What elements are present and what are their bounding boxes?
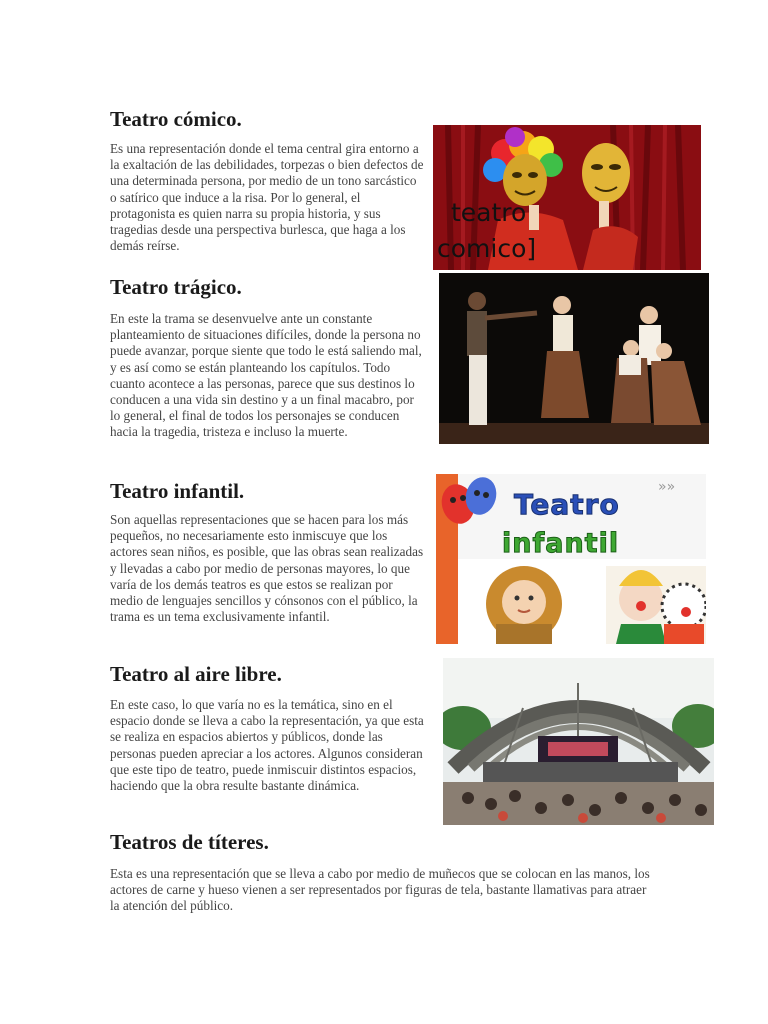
section-title-infantil: Teatro infantil. [110,479,245,503]
section-body-infantil: Son aquellas representaciones que se hacen para los más pequeños, no necesariamente esto inmiscuye que los actores sean niños, es posible, que las obras sean realizadas y llevadas a cabo por medio de personas mayores, lo que varía de los demás teatros es que estos se realizan por medio de lenguajes sencillos y cónsonos con el público, la trama es un tema exclusivamente infantil. [110,512,424,625]
section-body-tragico: En este la trama se desenvuelve ante un constante planteamiento de situaciones difíciles, donde la persona no puede avanzar, porque siente que todo le está saliendo mal, y es así como se están planteando los capítulos. Todo cuanto acontece a las personas, parece que sus destinos lo conducen a una vida sin destino y a un final macabro, por lo general, el final de todos los personajes se conducen hacia la tragedia, tristeza e incluso la muerte. [110,311,422,440]
section-title-aire-libre: Teatro al aire libre. [110,662,282,686]
comic-image-caption: teatro comico] [437,198,537,263]
section-body-comico: Es una representación donde el tema central gira entorno a la exaltación de las debilidades, torpezas o bien defectos de una determinada persona, por medio de un tono sarcástico o satírico que induce a la risa. Por lo general, el protagonista es quien narra su propia historia, y sus tragedias desde una perspectiva burlesca, que haga a los demás reírse. [110,141,424,254]
comic-theater-image [433,125,701,270]
children-image-word-1: Teatro [514,488,620,521]
section-title-titeres: Teatros de títeres. [110,830,269,854]
section-body-aire-libre: En este caso, lo que varía no es la temática, sino en el espacio donde se lleva a cabo la representación, ya que esta se realiza en espacios abiertos y públicos, donde las personas pueden apreciar a los actores. Algunos consideran que este tipo de teatro, puede inmiscuir distintos espacios, haciendo que la obra resulte bastante dinámica. [110,697,424,794]
open-air-theater-image [443,658,714,825]
section-title-tragico: Teatro trágico. [110,275,242,299]
tragic-theater-image [439,273,709,444]
children-image-word-2: infantil [502,528,620,559]
children-theater-image [436,474,706,644]
section-body-titeres: Esta es una representación que se lleva a cabo por medio de muñecos que se colocan en las manos, los actores de carne y hueso vienen a ser representados por figuras de tela, bastante llamativas para atraer la atención del público. [110,866,650,914]
section-title-comico: Teatro cómico. [110,107,242,131]
svg-text:»»: »» [658,479,676,495]
